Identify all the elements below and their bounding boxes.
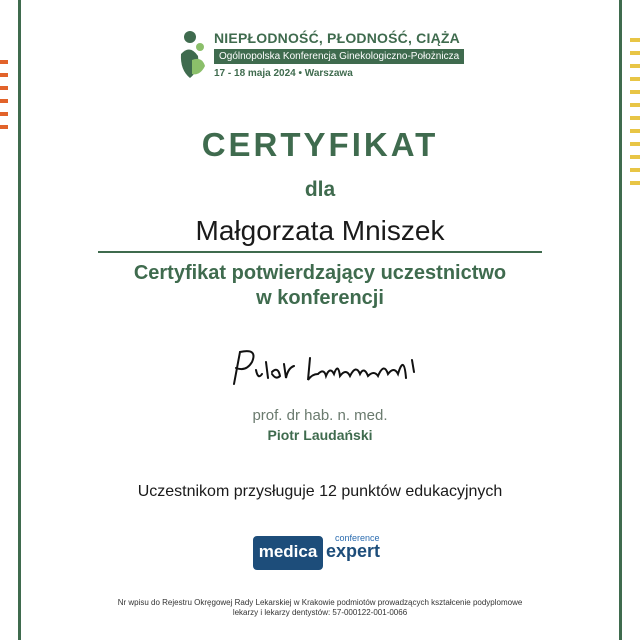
conference-title: NIEPŁODNOŚĆ, PŁODNOŚĆ, CIĄŻA <box>214 30 460 46</box>
conference-subtitle-banner: Ogólnopolska Konferencja Ginekologiczno-Położnicza <box>214 49 464 64</box>
footer-line-1: Nr wpisu do Rejestru Okręgowej Rady Lekarskiej w Krakowie podmiotów prowadzących kształcenie podyplomowe <box>117 598 523 607</box>
subtitle-line-1: Certyfikat potwierdzający uczestnictwo <box>133 262 507 284</box>
handwritten-signature <box>228 344 428 394</box>
educational-points-text: Uczestnikom przysługuje 12 punktów edukacyjnych <box>137 483 503 500</box>
signatory-title: prof. dr hab. n. med. <box>252 407 388 424</box>
certificate-for-label: dla <box>304 178 336 201</box>
signatory-name: Piotr Laudański <box>267 427 373 443</box>
certificate-title: CERTYFIKAT <box>201 126 439 163</box>
registry-footer <box>80 598 560 618</box>
expert-logo-text: expert <box>326 541 381 561</box>
medica-logo-box: medica <box>253 536 323 570</box>
medica-expert-logo <box>253 536 393 572</box>
certificate-subtitle <box>0 261 640 311</box>
subtitle-line-2: w konferencji <box>256 287 384 309</box>
fertility-logo-icon <box>178 30 208 80</box>
organizer-conference-label: conference <box>335 533 380 543</box>
footer-line-2: lekarzy i lekarzy dentystów: 57-000122-001-0066 <box>232 608 408 617</box>
conference-header <box>178 28 468 84</box>
conference-date: 17 - 18 maja 2024 • Warszawa <box>214 68 353 79</box>
recipient-name: Małgorzata Mniszek <box>195 215 445 246</box>
recipient-underline <box>98 251 542 253</box>
right-decorative-stripes <box>624 38 640 194</box>
